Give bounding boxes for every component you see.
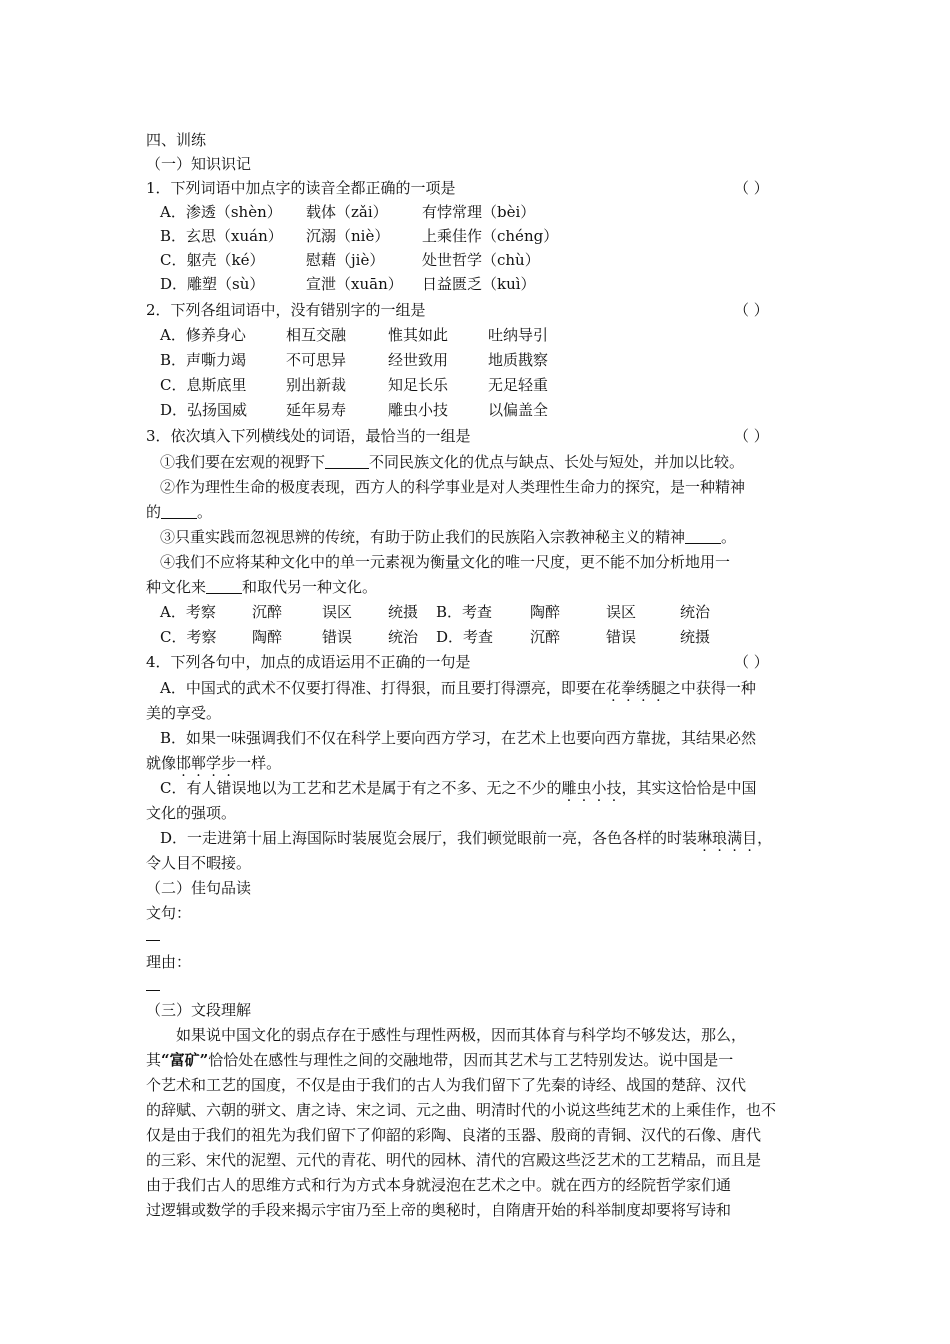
q4-option-b-cont bbox=[146, 753, 281, 773]
emphasis-char: 郸 bbox=[191, 754, 207, 772]
q2-d-3: 雕虫小技 bbox=[388, 401, 449, 419]
q2-a-2: 相互交融 bbox=[286, 326, 347, 344]
q3-opt: 统治 bbox=[388, 628, 419, 646]
q3-opt: 统治 bbox=[680, 603, 711, 621]
q2-d-4: 以偏盖全 bbox=[488, 401, 549, 419]
q3-opt: D．考查 bbox=[436, 628, 494, 646]
q3-s3-text-b: 。 bbox=[721, 528, 737, 546]
subsection-3-heading: （三）文段理解 bbox=[146, 1001, 252, 1019]
q4-option-c bbox=[160, 778, 757, 798]
emphasis-char: 学 bbox=[206, 754, 222, 772]
passage-keyword: “富矿” bbox=[161, 1051, 209, 1069]
liyou-label: 理由： bbox=[146, 953, 192, 971]
q2-c-1: C．息斯底里 bbox=[160, 376, 247, 394]
q3-opt: 误区 bbox=[322, 603, 353, 621]
emphasis-char: 琅 bbox=[712, 829, 728, 847]
q1-b-1: B．玄思（xuán） bbox=[160, 227, 283, 245]
q4-option-a-cont: 美的享受。 bbox=[146, 704, 222, 722]
q3-opt: C．考察 bbox=[160, 628, 217, 646]
q3-opt: 误区 bbox=[606, 603, 637, 621]
q4-a-text: A．中国式的武术不仅要打得准、打得狠，而且要打得漂亮，即要在 bbox=[160, 679, 606, 697]
q1-b-2: 沉溺（niè） bbox=[306, 227, 390, 245]
subsection-2-heading: （二）佳句品读 bbox=[146, 879, 252, 897]
passage-l2-prefix: 其 bbox=[146, 1051, 162, 1069]
q1-option-b bbox=[160, 226, 558, 246]
emphasis-char: 小 bbox=[591, 779, 607, 797]
q3-opt: B．考查 bbox=[436, 603, 493, 621]
q4-option-b: B．如果一味强调我们不仅在科学上要向西方学习，在艺术上也要向西方靠拢，其结果必然 bbox=[160, 729, 757, 747]
q4-option-c-cont: 文化的强项。 bbox=[146, 804, 237, 822]
q3-sentence-2: ②作为理性生命的极度表现，西方人的科学事业是对人类理性生命力的探究，是一种精神 bbox=[160, 478, 746, 496]
q2-a-3: 惟其如此 bbox=[388, 326, 449, 344]
q3-opt: 沉醉 bbox=[530, 628, 561, 646]
emphasis-char: 技 bbox=[606, 779, 622, 797]
q2-option-b bbox=[160, 350, 548, 370]
q4-c-text-2: ，其实这恰恰是中国 bbox=[621, 779, 757, 797]
q3-opt: A．考察 bbox=[160, 603, 216, 621]
q1-d-3: 日益匮乏（kuì） bbox=[422, 275, 536, 293]
q3-opt: 陶醉 bbox=[252, 628, 283, 646]
q1-option-a bbox=[160, 202, 535, 222]
q2-b-4: 地质戡察 bbox=[488, 351, 549, 369]
passage-line-8: 过逻辑或数学的手段来揭示宇宙乃至上帝的奥秘时，自隋唐开始的科举制度却要将写诗和 bbox=[146, 1201, 732, 1219]
q4-c-idiom bbox=[561, 779, 621, 797]
emphasis-char: 花 bbox=[605, 679, 621, 697]
q3-sentence-4-cont bbox=[146, 577, 377, 597]
q1-a-3: 有悖常理（bèi） bbox=[422, 203, 536, 221]
q4-b-text: 就像 bbox=[146, 754, 177, 772]
q1-d-1: D．雕塑（sù） bbox=[160, 275, 265, 293]
q1-stem: 1．下列词语中加点字的读音全都正确的一项是 bbox=[146, 179, 456, 197]
passage-l2-text: 恰恰处在感性与理性之间的交融地带，因而其艺术与工艺特别发达。说中国是一 bbox=[208, 1051, 734, 1069]
q2-option-d bbox=[160, 400, 548, 420]
q3-opt: 错误 bbox=[322, 628, 353, 646]
passage-line-3: 个艺术和工艺的国度，不仅是由于我们的古人为我们留下了先秦的诗经、战国的楚辞、汉代 bbox=[146, 1076, 747, 1094]
q2-b-2: 不可思异 bbox=[286, 351, 347, 369]
q2-d-1: D．弘扬国威 bbox=[160, 401, 248, 419]
q3-s4-text-c: 和取代另一种文化。 bbox=[242, 578, 378, 596]
q3-stem: 3．依次填入下列横线处的词语，最恰当的一组是 bbox=[146, 427, 471, 445]
passage-line-2 bbox=[146, 1050, 733, 1070]
q4-option-a bbox=[160, 678, 756, 698]
emphasis-char: 绣 bbox=[635, 679, 651, 697]
q3-sentence-2-cont bbox=[146, 502, 212, 522]
q1-c-2: 慰藉（jiè） bbox=[306, 251, 385, 269]
q2-c-4: 无足轻重 bbox=[488, 376, 549, 394]
q3-blank-4 bbox=[206, 579, 242, 594]
q2-option-c bbox=[160, 375, 548, 395]
q3-blank-3 bbox=[685, 529, 721, 544]
q4-b-idiom bbox=[176, 754, 236, 772]
q4-answer-paren: （ ） bbox=[734, 653, 769, 671]
q2-c-2: 别出新裁 bbox=[286, 376, 347, 394]
q3-blank-1 bbox=[325, 454, 369, 469]
q4-c-text: C．有人错误地以为工艺和艺术是属于有之不多、无之不少的 bbox=[160, 779, 562, 797]
emphasis-char: 虫 bbox=[576, 779, 592, 797]
passage-line-4: 的辞赋、六朝的骈文、唐之诗、宋之词、元之曲、明清时代的小说这些纯艺术的上乘佳作，也不 bbox=[146, 1101, 777, 1119]
q2-d-2: 延年易寿 bbox=[286, 401, 347, 419]
q1-option-d bbox=[160, 274, 536, 294]
q3-opt: 统摄 bbox=[388, 603, 419, 621]
wenju-label: 文句： bbox=[146, 904, 192, 922]
answer-rule-1 bbox=[146, 940, 160, 941]
q2-stem: 2．下列各组词语中，没有错别字的一组是 bbox=[146, 301, 426, 319]
q1-d-2: 宣泄（xuān） bbox=[306, 275, 403, 293]
q3-opt: 错误 bbox=[606, 628, 637, 646]
q1-a-2: 载体（zǎi） bbox=[306, 203, 388, 221]
q3-blank-2 bbox=[161, 504, 197, 519]
q3-s2-text-b: 的 bbox=[146, 503, 162, 521]
passage-line-5: 仅是由于我们的祖先为我们留下了仰韶的彩陶、良渚的玉器、殷商的青铜、汉代的石像、唐代 bbox=[146, 1126, 762, 1144]
q2-a-1: A．修养身心 bbox=[160, 326, 246, 344]
section-title: 四、训练 bbox=[146, 131, 207, 149]
q4-a-idiom bbox=[606, 679, 666, 697]
q3-s4-text-b: 种文化来 bbox=[146, 578, 207, 596]
q4-d-idiom bbox=[697, 829, 757, 847]
emphasis-char: 雕 bbox=[561, 779, 577, 797]
q2-answer-paren: （ ） bbox=[734, 301, 769, 319]
emphasis-char: 满 bbox=[727, 829, 743, 847]
q3-opt: 陶醉 bbox=[530, 603, 561, 621]
q1-a-1: A．渗透（shèn） bbox=[160, 203, 282, 221]
q2-c-3: 知足长乐 bbox=[388, 376, 449, 394]
q3-options-cd bbox=[160, 627, 710, 647]
q3-answer-paren: （ ） bbox=[734, 427, 769, 445]
q3-sentence-3 bbox=[160, 527, 736, 547]
emphasis-char: 琳 bbox=[697, 829, 713, 847]
q3-s3-text-a: ③只重实践而忽视思辨的传统，有助于防止我们的民族陷入宗教神秘主义的精神 bbox=[160, 528, 686, 546]
q4-d-text: D．一走进第十届上海国际时装展览会展厅，我们顿觉眼前一亮，各色各样的时装 bbox=[160, 829, 698, 847]
q2-b-3: 经世致用 bbox=[388, 351, 449, 369]
passage-line-6: 的三彩、宋代的泥塑、元代的青花、明代的园林、清代的宫殿这些泛艺术的工艺精品，而且是 bbox=[146, 1151, 762, 1169]
emphasis-char: 步 bbox=[221, 754, 237, 772]
q4-stem: 4．下列各句中，加点的成语运用不正确的一句是 bbox=[146, 653, 471, 671]
emphasis-char: 目 bbox=[742, 829, 758, 847]
q1-c-1: C．躯壳（ké） bbox=[160, 251, 265, 269]
q3-s1-text-b: 不同民族文化的优点与缺点、长处与短处，并加以比较。 bbox=[369, 453, 745, 471]
q3-sentence-4: ④我们不应将某种文化中的单一元素视为衡量文化的唯一尺度，更不能不加分析地用一 bbox=[160, 553, 731, 571]
q4-d-text-2: ， bbox=[757, 829, 773, 847]
subsection-1-heading: （一）知识识记 bbox=[146, 155, 252, 173]
q1-option-c bbox=[160, 250, 540, 270]
passage-line-1: 如果说中国文化的弱点存在于感性与理性两极，因而其体育与科学均不够发达，那么， bbox=[176, 1026, 747, 1044]
q3-s1-text-a: ①我们要在宏观的视野下 bbox=[160, 453, 326, 471]
q3-opt: 沉醉 bbox=[252, 603, 283, 621]
emphasis-char: 拳 bbox=[620, 679, 636, 697]
q4-option-d-cont: 令人目不暇接。 bbox=[146, 854, 252, 872]
q1-answer-paren: （ ） bbox=[734, 179, 769, 197]
q3-options-ab bbox=[160, 602, 710, 622]
q4-option-d bbox=[160, 828, 772, 848]
q4-a-text-2: 之中获得一种 bbox=[665, 679, 756, 697]
answer-rule-2 bbox=[146, 990, 160, 991]
passage-line-7: 由于我们古人的思维方式和行为方式本身就浸泡在艺术之中。就在西方的经院哲学家们通 bbox=[146, 1176, 732, 1194]
q1-b-3: 上乘佳作（chéng） bbox=[422, 227, 559, 245]
emphasis-char: 邯 bbox=[176, 754, 192, 772]
q2-a-4: 吐纳导引 bbox=[488, 326, 549, 344]
q3-opt: 统摄 bbox=[680, 628, 711, 646]
q2-option-a bbox=[160, 325, 548, 345]
q4-b-text-2: 一样。 bbox=[236, 754, 282, 772]
emphasis-char: 腿 bbox=[650, 679, 666, 697]
q3-s2-text-c: 。 bbox=[197, 503, 213, 521]
q1-c-3: 处世哲学（chù） bbox=[422, 251, 540, 269]
q3-sentence-1 bbox=[160, 452, 744, 472]
q2-b-1: B．声嘶力竭 bbox=[160, 351, 247, 369]
